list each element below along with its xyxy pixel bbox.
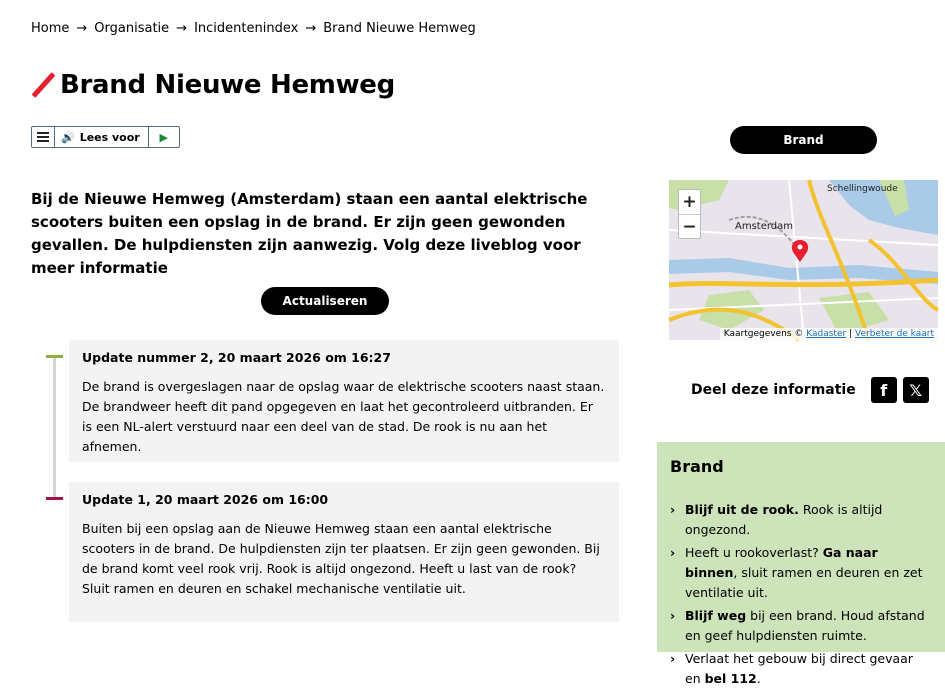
tip-text: .	[756, 671, 761, 686]
tip-bold: Blijf uit de rook.	[685, 502, 799, 517]
tip-bold: bel 112	[704, 671, 757, 686]
list-item	[670, 500, 932, 540]
breadcrumb-home[interactable]: Home	[31, 21, 70, 36]
chevron-right-icon: ›	[670, 502, 676, 517]
tip-bold: Blijf weg	[685, 608, 747, 623]
page-title	[31, 70, 395, 100]
chevron-right-icon: ›	[670, 608, 676, 623]
speaker-icon: 🔊	[61, 130, 75, 144]
breadcrumb	[31, 21, 476, 36]
arrow-right-icon: →	[176, 21, 188, 36]
update-title: Update 1, 20 maart 2026 om 16:00	[82, 492, 329, 507]
safety-tips-panel	[657, 442, 945, 686]
map-zoom-control	[678, 189, 701, 239]
attribution-prefix: Kaartgegevens ©	[723, 329, 804, 339]
tips-title: Brand	[670, 457, 724, 476]
update-card	[69, 482, 619, 622]
timeline-line	[53, 356, 56, 498]
zoom-in-button[interactable]: +	[682, 192, 697, 212]
facebook-icon[interactable]: f	[871, 377, 897, 403]
arrow-right-icon: →	[305, 21, 317, 36]
update-title: Update nummer 2, 20 maart 2026 om 16:27	[82, 350, 391, 365]
tip-bold: Ga naar binnen	[685, 545, 878, 580]
list-item	[670, 606, 932, 646]
share-label: Deel deze informatie	[691, 382, 856, 398]
share-block	[691, 377, 935, 403]
attribution-separator: |	[849, 329, 853, 339]
list-item	[670, 543, 932, 603]
tip-text: Heeft u rookoverlast?	[685, 545, 823, 560]
incident-map[interactable]	[669, 180, 938, 340]
tip-text: bij een brand. Houd afstand en geef hulpdiensten ruimte.	[685, 608, 925, 643]
breadcrumb-organisatie[interactable]: Organisatie	[94, 21, 170, 36]
slash-icon	[31, 71, 57, 99]
tips-list	[670, 500, 932, 689]
page-title-text: Brand Nieuwe Hemweg	[60, 70, 395, 100]
map-label-city: Amsterdam	[735, 221, 794, 232]
chevron-right-icon: ›	[670, 545, 676, 560]
intro-text: Bij de Nieuwe Hemweg (Amsterdam) staan een aantal elektrische scooters buiten een opslag in de brand. Er zijn geen gewonden gevallen. De hulpdiensten zijn aanwezig. Volg deze liveblog voor meer informatie	[31, 190, 588, 277]
brand-button[interactable]: Brand	[730, 126, 877, 154]
read-aloud-button[interactable]	[55, 127, 149, 147]
improve-map-link[interactable]: Verbeter de kaart	[855, 329, 934, 339]
readspeaker-toolbar	[31, 126, 180, 148]
kadaster-link[interactable]: Kadaster	[806, 329, 847, 339]
hamburger-icon[interactable]	[32, 127, 55, 147]
tip-text: Verlaat het gebouw bij direct gevaar en	[685, 651, 913, 686]
breadcrumb-current: Brand Nieuwe Hemweg	[323, 21, 476, 36]
chevron-right-icon: ›	[670, 651, 676, 666]
update-button[interactable]: Actualiseren	[261, 287, 389, 315]
breadcrumb-incidentenindex[interactable]: Incidentenindex	[194, 21, 299, 36]
list-item	[670, 649, 932, 689]
x-icon[interactable]: 𝕏	[903, 377, 929, 403]
zoom-out-button[interactable]: −	[679, 214, 700, 238]
map-attribution	[720, 328, 938, 340]
read-aloud-label: Lees voor	[79, 130, 140, 144]
map-label-north: Schellingwoude	[827, 184, 898, 194]
map-tiles	[669, 180, 938, 340]
timeline-marker	[46, 355, 63, 358]
update-card	[69, 340, 619, 462]
timeline-marker	[46, 497, 63, 500]
update-body: Buiten bij een opslag aan de Nieuwe Hemweg staan een aantal elektrische scooters in de brand. De hulpdiensten zijn ter plaatsen. Er zijn geen gewonden. Bij de brand komt veel rook vrij. Rook is altijd ongezond. Heeft u last van de rook? Sluit ramen en deuren en schakel mechanische ventilatie uit.	[82, 521, 600, 596]
update-body: De brand is overgeslagen naar de opslag waar de elektrische scooters naast staan. De brandweer heeft dit pand opgegeven en laat het gecontroleerd uitbranden. Er is een NL-alert verstuurd naar een deel van de stad. De rook is nu aan het afnemen.	[82, 379, 605, 454]
tip-text: , sluit ramen en deuren en zet ventilatie uit.	[685, 565, 923, 600]
arrow-right-icon: →	[76, 21, 88, 36]
tip-text: Rook is altijd ongezond.	[685, 502, 883, 537]
play-icon[interactable]: ▶	[159, 130, 168, 144]
